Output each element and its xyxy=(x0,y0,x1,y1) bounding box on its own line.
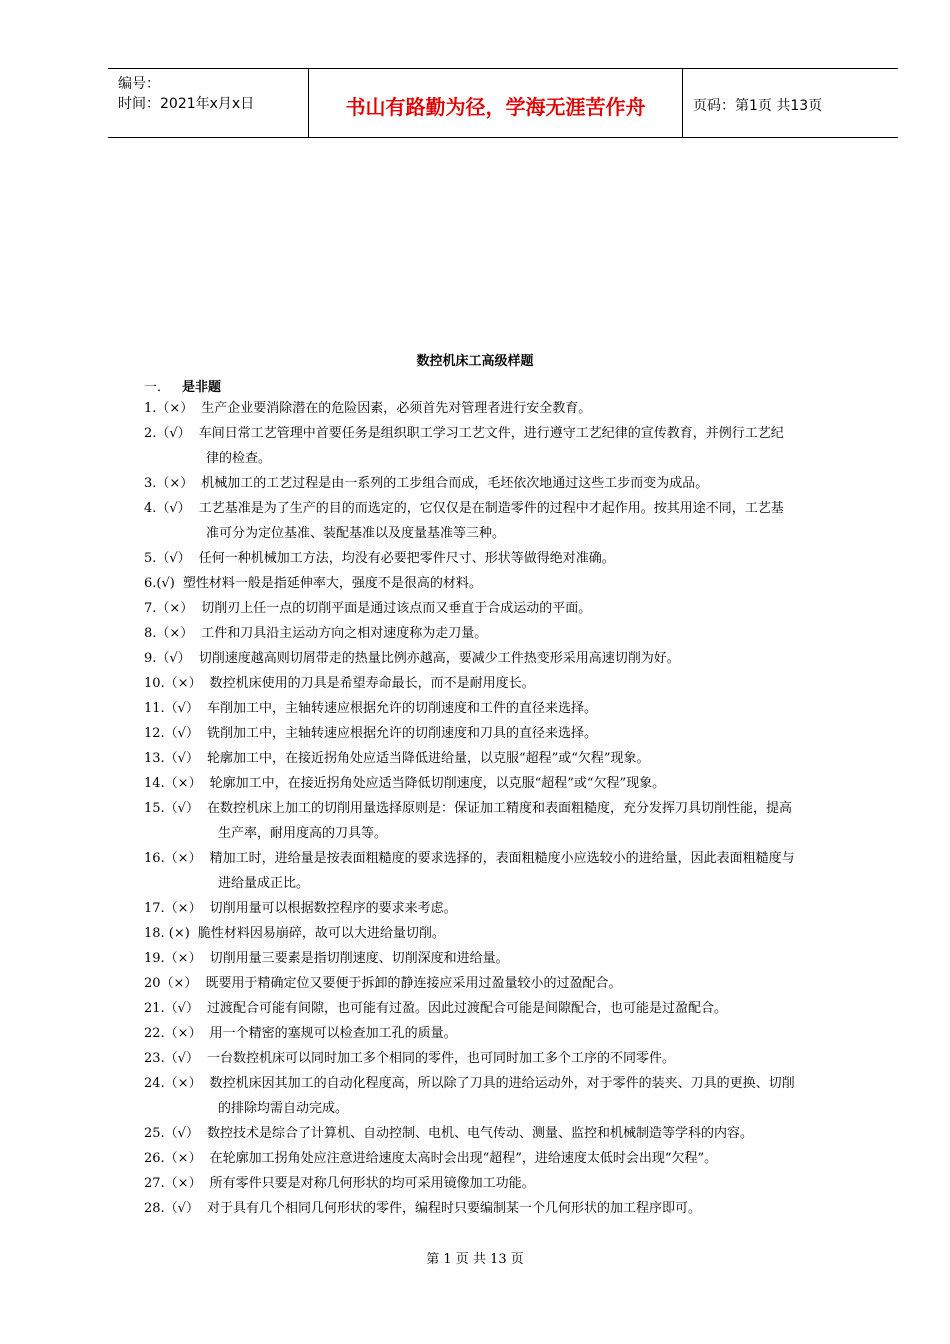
question-text-continuation: 准可分为定位基准、装配基准以及度量基准等三种。 xyxy=(206,526,506,541)
question-number: 18. (×) xyxy=(144,926,190,941)
question-item xyxy=(144,471,864,496)
question-number: 6.(√) xyxy=(144,576,175,591)
question-text: 生产企业要消除潜在的危险因素，必须首先对管理者进行安全教育。 xyxy=(201,401,592,416)
question-item xyxy=(144,896,864,921)
question-number: 8.（×） xyxy=(144,626,194,641)
question-text: 数控技术是综合了计算机、自动控制、电机、电气传动、测量、监控和机械制造等学科的内容。 xyxy=(206,1126,753,1141)
question-text: 机械加工的工艺过程是由一系列的工步组合而成，毛坯依次地通过这些工步而变为成品。 xyxy=(201,476,709,491)
question-number: 17.（×） xyxy=(144,901,202,916)
document-title: 数控机床工高级样题 xyxy=(416,354,534,369)
question-item xyxy=(144,1171,864,1196)
question-item xyxy=(144,1146,864,1171)
question-item xyxy=(144,696,864,721)
question-text: 工件和刀具沿主运动方向之相对速度称为走刀量。 xyxy=(201,626,488,641)
question-number: 2.（√） xyxy=(144,426,191,441)
question-item xyxy=(144,546,864,571)
question-text: 数控机床因其加工的自动化程度高，所以除了刀具的进给运动外，对于零件的装夹、刀具的更换、切削 xyxy=(209,1076,795,1091)
question-item xyxy=(144,1121,864,1146)
header-info-cell xyxy=(108,69,309,137)
question-item xyxy=(144,746,864,771)
question-number: 26.（×） xyxy=(144,1151,202,1166)
question-item xyxy=(144,496,864,546)
question-number: 9.（√） xyxy=(144,651,191,666)
page-footer: 第 1 页 共 13 页 xyxy=(426,1252,524,1267)
question-text: 车间日常工艺管理中首要任务是组织职工学习工艺文件，进行遵守工艺纪律的宣传教育，并例行工艺纪 xyxy=(198,426,784,441)
question-number: 23.（√） xyxy=(144,1051,199,1066)
question-number: 16.（×） xyxy=(144,851,202,866)
question-item xyxy=(144,1021,864,1046)
question-item xyxy=(144,921,864,946)
question-item xyxy=(144,971,864,996)
question-number: 21.（√） xyxy=(144,1001,199,1016)
question-item xyxy=(144,1046,864,1071)
question-number: 13.（√） xyxy=(144,751,199,766)
page-code: 页码：第1页 共13页 xyxy=(693,98,823,114)
question-item xyxy=(144,646,864,671)
question-item xyxy=(144,721,864,746)
question-number: 7.（×） xyxy=(144,601,194,616)
question-number: 22.（×） xyxy=(144,1026,202,1041)
header-page-cell xyxy=(683,69,898,137)
question-text: 切削用量可以根据数控程序的要求来考虑。 xyxy=(209,901,457,916)
question-number: 10.（×） xyxy=(144,676,202,691)
question-number: 28.（√） xyxy=(144,1201,199,1216)
question-item xyxy=(144,796,864,846)
number-label: 编号： xyxy=(118,76,160,92)
question-text: 既要用于精确定位又要便于拆卸的静连接应采用过盈量较小的过盈配合。 xyxy=(205,976,622,991)
question-text: 在轮廓加工拐角处应注意进给速度太高时会出现“超程”，进给速度太低时会出现“欠程”。 xyxy=(209,1151,718,1166)
question-text: 切削速度越高则切屑带走的热量比例亦越高，要减少工件热变形采用高速切削为好。 xyxy=(198,651,680,666)
question-item xyxy=(144,996,864,1021)
question-text: 精加工时，进给量是按表面粗糙度的要求选择的，表面粗糙度小应选较小的进给量，因此表面粗糙度与 xyxy=(209,851,795,866)
question-item xyxy=(144,571,864,596)
question-text: 数控机床使用的刀具是希望寿命最长，而不是耐用度长。 xyxy=(209,676,535,691)
question-number: 24.（×） xyxy=(144,1076,202,1091)
question-text: 切削用量三要素是指切削速度、切削深度和进给量。 xyxy=(209,951,509,966)
question-text: 工艺基准是为了生产的目的而选定的，它仅仅是在制造零件的过程中才起作用。按其用途不同，工艺基 xyxy=(198,501,784,516)
section-heading xyxy=(144,376,221,395)
question-text-continuation: 进给量成正比。 xyxy=(218,876,310,891)
question-text: 在数控机床上加工的切削用量选择原则是：保证加工精度和表面粗糙度，充分发挥刀具切削性能，提高 xyxy=(206,801,792,816)
question-text: 任何一种机械加工方法，均没有必要把零件尺寸、形状等做得绝对准确。 xyxy=(198,551,615,566)
question-item xyxy=(144,771,864,796)
question-item xyxy=(144,596,864,621)
question-text: 车削加工中，主轴转速应根据允许的切削速度和工件的直径来选择。 xyxy=(206,701,597,716)
motto-text: 书山有路勤为径，学海无涯苦作舟 xyxy=(345,95,646,119)
question-number: 4.（√） xyxy=(144,501,191,516)
question-number: 1.（×） xyxy=(144,401,194,416)
section-number: 一． xyxy=(144,380,171,395)
question-text: 所有零件只要是对称几何形状的均可采用镜像加工功能。 xyxy=(209,1176,535,1191)
question-item xyxy=(144,1071,864,1121)
question-number: 14.（×） xyxy=(144,776,202,791)
question-number: 25.（√） xyxy=(144,1126,199,1141)
question-item xyxy=(144,671,864,696)
question-text-continuation: 生产率，耐用度高的刀具等。 xyxy=(218,826,388,841)
question-number: 19.（×） xyxy=(144,951,202,966)
document-header xyxy=(108,68,898,138)
question-item xyxy=(144,396,864,421)
header-motto-cell xyxy=(309,69,683,137)
question-number: 5.（√） xyxy=(144,551,191,566)
question-text: 一台数控机床可以同时加工多个相同的零件，也可同时加工多个工序的不同零件。 xyxy=(206,1051,675,1066)
question-number: 3.（×） xyxy=(144,476,194,491)
question-text: 过渡配合可能有间隙，也可能有过盈。因此过渡配合可能是间隙配合，也可能是过盈配合。 xyxy=(206,1001,727,1016)
question-text: 对于具有几个相同几何形状的零件，编程时只要编制某一个几何形状的加工程序即可。 xyxy=(206,1201,701,1216)
question-text: 脆性材料因易崩碎，故可以大进给量切削。 xyxy=(197,926,445,941)
question-number: 27.（×） xyxy=(144,1176,202,1191)
question-item xyxy=(144,1196,864,1221)
question-text: 用一个精密的塞规可以检查加工孔的质量。 xyxy=(209,1026,457,1041)
question-number: 20（×） xyxy=(144,976,198,991)
question-item xyxy=(144,946,864,971)
question-item xyxy=(144,621,864,646)
time-label: 时间：2021年x月x日 xyxy=(118,96,255,112)
question-number: 11.（√） xyxy=(144,701,199,716)
question-number: 15.（√） xyxy=(144,801,199,816)
question-text: 切削刃上任一点的切削平面是通过该点而又垂直于合成运动的平面。 xyxy=(201,601,592,616)
question-text: 铣削加工中，主轴转速应根据允许的切削速度和刀具的直径来选择。 xyxy=(206,726,597,741)
question-text: 塑性材料一般是指延伸率大，强度不是很高的材料。 xyxy=(182,576,482,591)
section-title: 是非题 xyxy=(182,380,222,395)
question-text-continuation: 律的检查。 xyxy=(206,451,272,466)
question-text: 轮廓加工中，在接近拐角处应适当降低切削速度，以克服“超程”或“欠程”现象。 xyxy=(209,776,666,791)
question-number: 12.（√） xyxy=(144,726,199,741)
question-item xyxy=(144,846,864,896)
question-text-continuation: 的排除均需自动完成。 xyxy=(218,1101,349,1116)
question-text: 轮廓加工中，在接近拐角处应适当降低进给量，以克服“超程”或“欠程”现象。 xyxy=(206,751,650,766)
question-item xyxy=(144,421,864,471)
